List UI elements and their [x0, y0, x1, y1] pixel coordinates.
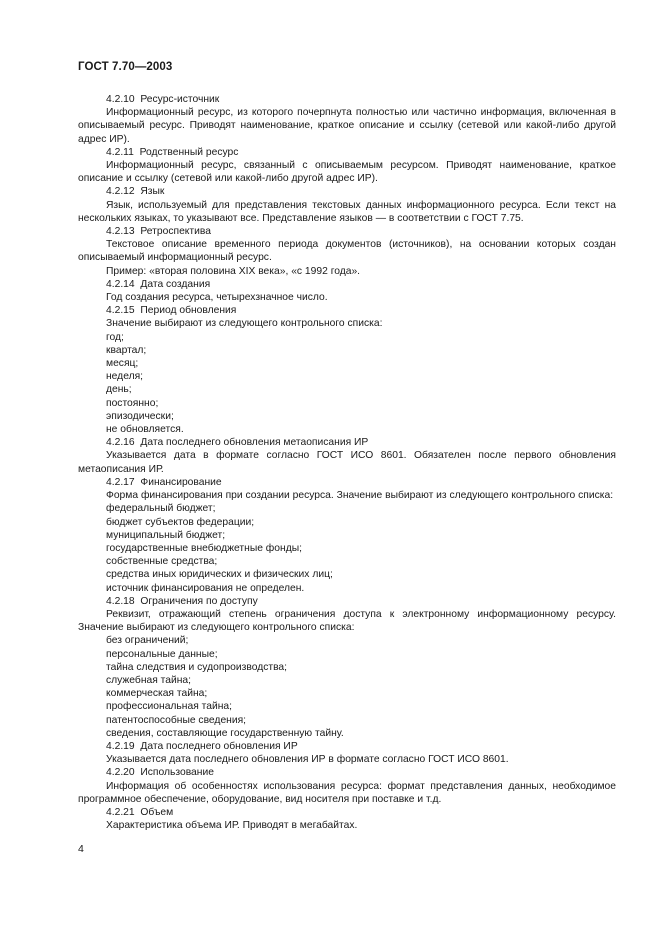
section-title: Дата последнего обновления метаописания ИР: [140, 437, 369, 449]
list-item: коммерческая тайна;: [106, 688, 208, 700]
list-item: сведения, составляющие государственную тайну.: [106, 727, 344, 739]
section-title: Ресурс-источник: [140, 94, 220, 105]
list-item: день;: [106, 384, 132, 396]
section-title: Родственный ресурс: [139, 146, 239, 158]
section-title: Ограничения по доступу: [140, 595, 258, 607]
list-item: год;: [106, 331, 124, 343]
list-item: служебная тайна;: [106, 674, 192, 686]
document-header: ГОСТ 7.70—2003: [78, 61, 173, 73]
paragraph: Информационный ресурс, из которого почерпнута полностью или частично информация, включенная в описываемый ресурс. Приводят наименование, краткое описание и ссылку (сетевой или какой-либо другой адрес ИР).: [78, 107, 616, 145]
section-title: Финансирование: [140, 476, 222, 488]
list-item: эпизодически;: [106, 410, 174, 422]
paragraph: Указывается дата в формате согласно ГОСТ ИСО 8601. Обязателен после первого обновления метаописания ИР.: [78, 450, 616, 475]
list-item: источник финансирования не определен.: [106, 582, 305, 594]
paragraph: Значение выбирают из следующего контрольного списка:: [106, 318, 383, 330]
section-number: 4.2.18: [106, 595, 135, 607]
paragraph: Реквизит, отражающий степень ограничения доступа к электронному информационному ресурсу. Значение выбирают из следующего контрольного списка:: [78, 608, 616, 634]
section-heading: [78, 740, 616, 753]
list-item: персональные данные;: [106, 648, 218, 660]
section-number: 4.2.20: [106, 767, 135, 779]
list-item: не обновляется.: [106, 424, 184, 436]
paragraph: Форма финансирования при создании ресурса. Значение выбирают из следующего контрольного списка:: [106, 490, 614, 502]
section-heading: [78, 595, 616, 608]
section-number: 4.2.15: [106, 305, 135, 317]
section-heading: [78, 225, 616, 238]
paragraph: Текстовое описание временного периода документов (источников), на основании которых создан описываемый информационный ресурс.: [78, 239, 616, 264]
list-item: патентоспособные сведения;: [106, 714, 247, 726]
section-heading: [78, 766, 616, 779]
section-title: Язык: [140, 186, 165, 198]
section-number: 4.2.19: [106, 740, 135, 752]
section-title: Использование: [140, 767, 214, 779]
section-number: 4.2.14: [106, 278, 135, 290]
paragraph: Информация об особенностях использования ресурса: формат представления данных, необходимое программное обеспечение, оборудование, вид носителя при поставке и т.д.: [78, 780, 616, 805]
list-item: неделя;: [106, 371, 144, 383]
list-item: без ограничений;: [106, 635, 189, 647]
section-number: 4.2.12: [106, 186, 135, 198]
list-item: государственные внебюджетные фонды;: [106, 542, 302, 554]
list-item: тайна следствия и судопроизводства;: [106, 661, 288, 673]
list-item: постоянно;: [106, 397, 159, 409]
section-title: Дата создания: [140, 278, 211, 290]
paragraph: Информационный ресурс, связанный с описываемым ресурсом. Приводят наименование, краткое описание и ссылку (сетевой или какой-либо другой адрес ИР).: [78, 160, 616, 185]
section-number: 4.2.10: [106, 94, 135, 105]
list-item: муниципальный бюджет;: [106, 529, 226, 541]
paragraph: Указывается дата последнего обновления ИР в формате согласно ГОСТ ИСО 8601.: [106, 754, 509, 766]
section-title: Ретроспектива: [140, 226, 211, 238]
section-title: Объем: [140, 806, 174, 818]
list-item: средства иных юридических и физических лиц;: [106, 569, 333, 581]
document-body: [78, 93, 616, 832]
paragraph: Год создания ресурса, четырехзначное число.: [106, 292, 328, 304]
list-item: месяц;: [106, 358, 139, 370]
list-item: бюджет субъектов федерации;: [106, 516, 255, 528]
section-number: 4.2.16: [106, 437, 135, 449]
section-number: 4.2.11: [106, 146, 134, 158]
section-heading: [78, 476, 616, 489]
section-number: 4.2.21: [106, 806, 135, 818]
section-title: Дата последнего обновления ИР: [140, 740, 298, 752]
section-heading: [78, 146, 616, 159]
list-item: квартал;: [106, 344, 147, 356]
list-item: федеральный бюджет;: [106, 503, 216, 515]
section-heading: [78, 93, 616, 106]
paragraph: Язык, используемый для представления текстовых данных информационного ресурса. Если текст на нескольких языках, то указывают все. Представление языков — в соответствии с ГОСТ 7.75.: [78, 199, 616, 224]
paragraph: Характеристика объема ИР. Приводят в мегабайтах.: [106, 820, 358, 832]
section-heading: [78, 436, 616, 449]
list-item: профессиональная тайна;: [106, 701, 232, 713]
example-paragraph: Пример: «вторая половина XIX века», «с 1992 года».: [106, 265, 361, 277]
section-heading: [78, 185, 616, 198]
section-title: Период обновления: [140, 305, 237, 317]
list-item: собственные средства;: [106, 556, 218, 568]
page-number: 4: [78, 843, 84, 855]
section-heading: [78, 806, 616, 819]
section-heading: [78, 304, 616, 317]
section-number: 4.2.13: [106, 226, 135, 238]
section-number: 4.2.17: [106, 476, 135, 488]
section-heading: [78, 278, 616, 291]
